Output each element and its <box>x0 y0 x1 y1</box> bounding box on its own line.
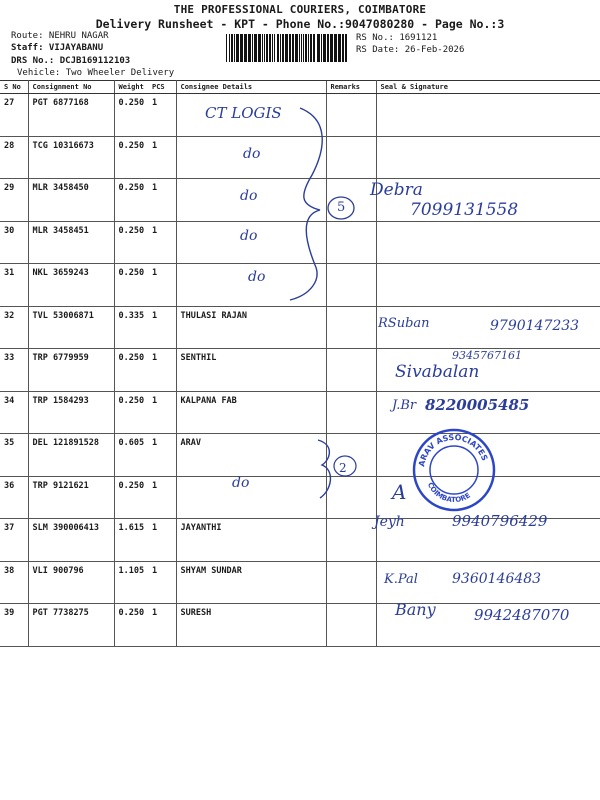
table-row <box>0 264 600 307</box>
row-remarks <box>326 264 376 307</box>
row-sno: 34 <box>0 391 28 434</box>
row-weight: 0.250 <box>114 604 148 647</box>
row-remarks <box>326 306 376 349</box>
row-sno: 39 <box>0 604 28 647</box>
row-weight: 1.105 <box>114 561 148 604</box>
barcode-bar <box>301 34 302 62</box>
row-sno: 28 <box>0 136 28 179</box>
row-consignee: JAYANTHI <box>176 519 326 562</box>
barcode-bar <box>258 34 261 62</box>
row-consignment: NKL 3659243 <box>28 264 114 307</box>
signature-bany: Bany <box>395 600 436 619</box>
barcode-bar <box>310 34 312 62</box>
barcode-bar <box>303 34 304 62</box>
row-weight: 0.250 <box>114 179 148 222</box>
handwritten-ditto: do <box>232 475 250 491</box>
row-consignee: THULASI RAJAN <box>176 306 326 349</box>
row-remarks <box>326 519 376 562</box>
col-weight: Weight <box>114 81 148 94</box>
row-remarks <box>326 476 376 519</box>
table-row <box>0 179 600 222</box>
row-remarks <box>326 391 376 434</box>
barcode-bar <box>313 34 315 62</box>
row-consignment: PGT 7738275 <box>28 604 114 647</box>
barcode-bar <box>248 34 251 62</box>
barcode-bar <box>274 34 275 62</box>
row-consignee: ARAV <box>176 434 326 477</box>
handwritten-count: 2 <box>339 461 347 475</box>
row-pcs: 1 <box>148 349 176 392</box>
row-sno: 35 <box>0 434 28 477</box>
table-row <box>0 561 600 604</box>
handwritten-count: 5 <box>337 200 346 215</box>
phone-handwritten: 9942487070 <box>474 606 570 624</box>
row-remarks <box>326 349 376 392</box>
row-consignee <box>176 94 326 137</box>
table-row <box>0 306 600 349</box>
barcode-bar <box>285 34 288 62</box>
row-remarks <box>326 94 376 137</box>
table-row <box>0 94 600 137</box>
row-consignment: DEL 121891528 <box>28 434 114 477</box>
row-seal-signature <box>376 391 600 434</box>
row-sno: 33 <box>0 349 28 392</box>
col-sno: S No <box>0 81 28 94</box>
barcode-bar <box>342 34 344 62</box>
row-pcs: 1 <box>148 179 176 222</box>
barcode-bar <box>305 34 307 62</box>
row-pcs: 1 <box>148 476 176 519</box>
barcode-bar <box>345 34 347 62</box>
row-weight: 0.250 <box>114 264 148 307</box>
handwritten-ct-logis: CT LOGIS <box>205 104 282 122</box>
barcode-bar <box>266 34 268 62</box>
signature-rsuban: RSuban <box>378 316 430 331</box>
row-weight: 0.335 <box>114 306 148 349</box>
row-weight: 0.250 <box>114 349 148 392</box>
col-consignment: Consignment No <box>28 81 114 94</box>
row-remarks <box>326 221 376 264</box>
row-pcs: 1 <box>148 604 176 647</box>
row-consignee <box>176 136 326 179</box>
row-seal-signature <box>376 179 600 222</box>
barcode-bar <box>252 34 253 62</box>
row-pcs: 1 <box>148 221 176 264</box>
row-remarks <box>326 561 376 604</box>
table-row <box>0 434 600 477</box>
company-title: THE PROFESSIONAL COURIERS, COIMBATORE <box>173 3 427 16</box>
vehicle-label: Vehicle: Two Wheeler Delivery <box>17 68 175 78</box>
table-row <box>0 604 600 647</box>
row-consignee <box>176 476 326 519</box>
barcode-bar <box>240 34 243 62</box>
col-seal-signature: Seal & Signature <box>376 81 600 94</box>
row-weight: 0.605 <box>114 434 148 477</box>
row-pcs: 1 <box>148 434 176 477</box>
row-seal-signature <box>376 434 600 477</box>
staff-label: Staff: VIJAYABANU <box>11 43 104 53</box>
row-seal-signature <box>376 94 600 137</box>
row-pcs: 1 <box>148 264 176 307</box>
table-row <box>0 349 600 392</box>
handwritten-ditto: do <box>248 269 266 285</box>
table-row <box>0 519 600 562</box>
table-row <box>0 221 600 264</box>
row-consignment: TVL 53006871 <box>28 306 114 349</box>
row-pcs: 1 <box>148 391 176 434</box>
col-pcs: PCS <box>148 81 176 94</box>
barcode-bar <box>236 34 239 62</box>
signature-debra: Debra <box>370 180 423 200</box>
row-pcs: 1 <box>148 561 176 604</box>
row-consignee <box>176 179 326 222</box>
handwritten-ditto: do <box>240 188 258 204</box>
row-consignee <box>176 221 326 264</box>
barcode-bar <box>231 34 233 62</box>
row-seal-signature <box>376 561 600 604</box>
row-consignment: PGT 6877168 <box>28 94 114 137</box>
barcode-bar <box>282 34 284 62</box>
table-row <box>0 136 600 179</box>
svg-text:COIMBATORE: COIMBATORE <box>425 481 472 505</box>
row-seal-signature <box>376 221 600 264</box>
row-consignee: SENTHIL <box>176 349 326 392</box>
barcode-bar <box>327 34 329 62</box>
row-remarks <box>326 136 376 179</box>
barcode-bar <box>229 34 230 62</box>
row-remarks <box>326 179 376 222</box>
runsheet-table <box>0 80 600 647</box>
table-row <box>0 476 600 519</box>
phone-handwritten: 7099131558 <box>410 200 519 220</box>
phone-handwritten: 8220005485 <box>425 396 530 414</box>
barcode-bar <box>254 34 257 62</box>
barcode-bar <box>289 34 291 62</box>
row-pcs: 1 <box>148 519 176 562</box>
svg-text:ARAV ASSOCIATES: ARAV ASSOCIATES <box>417 432 490 468</box>
row-seal-signature <box>376 264 600 307</box>
phone-handwritten: 9940796429 <box>452 512 548 530</box>
col-consignee: Consignee Details <box>176 81 326 94</box>
row-pcs: 1 <box>148 136 176 179</box>
phone-handwritten: 9360146483 <box>452 571 542 587</box>
row-consignee: KALPANA FAB <box>176 391 326 434</box>
row-consignment: TRP 1584293 <box>28 391 114 434</box>
rs-date: RS Date: 26-Feb-2026 <box>356 45 465 55</box>
row-sno: 36 <box>0 476 28 519</box>
row-weight: 0.250 <box>114 221 148 264</box>
signature-arav: A <box>392 480 407 504</box>
barcode-bar <box>295 34 298 62</box>
row-sno: 27 <box>0 94 28 137</box>
barcode-bar <box>338 34 341 62</box>
row-seal-signature <box>376 306 600 349</box>
row-sno: 32 <box>0 306 28 349</box>
row-sno: 38 <box>0 561 28 604</box>
rs-number: RS No.: 1691121 <box>356 33 438 43</box>
row-consignment: VLI 900796 <box>28 561 114 604</box>
barcode-bar <box>323 34 326 62</box>
drs-number: DRS No.: DCJB169112103 <box>11 56 131 66</box>
barcode-bar <box>317 34 320 62</box>
phone-handwritten: 9790147233 <box>490 318 580 334</box>
row-seal-signature <box>376 349 600 392</box>
row-pcs: 1 <box>148 306 176 349</box>
barcode-bar <box>262 34 263 62</box>
barcode-bar <box>264 34 265 62</box>
row-sno: 30 <box>0 221 28 264</box>
barcode-bar <box>277 34 279 62</box>
row-consignee <box>176 264 326 307</box>
handwritten-ditto: do <box>240 228 258 244</box>
signature-sivabalan: Sivabalan <box>395 362 480 382</box>
col-remarks: Remarks <box>326 81 376 94</box>
barcode-bar <box>292 34 294 62</box>
row-weight: 1.615 <box>114 519 148 562</box>
handwritten-ditto: do <box>243 146 261 162</box>
barcode-bar <box>280 34 281 62</box>
row-consignee: SHYAM SUNDAR <box>176 561 326 604</box>
route-label: Route: NEHRU NAGAR <box>11 31 109 41</box>
row-sno: 29 <box>0 179 28 222</box>
signature-jeyh: Jeyh <box>374 514 405 530</box>
barcode-bar <box>299 34 300 62</box>
barcode-bar <box>272 34 273 62</box>
row-remarks <box>326 434 376 477</box>
row-consignment: MLR 3458450 <box>28 179 114 222</box>
barcode-bar <box>334 34 337 62</box>
row-consignment: MLR 3458451 <box>28 221 114 264</box>
row-consignee: SURESH <box>176 604 326 647</box>
barcode-bar <box>321 34 322 62</box>
row-weight: 0.250 <box>114 476 148 519</box>
row-weight: 0.250 <box>114 391 148 434</box>
table-row <box>0 391 600 434</box>
row-seal-signature <box>376 136 600 179</box>
row-consignment: SLM 390006413 <box>28 519 114 562</box>
row-sno: 31 <box>0 264 28 307</box>
row-consignment: TCG 10316673 <box>28 136 114 179</box>
signature-jbr: J.Br <box>392 398 417 413</box>
barcode <box>226 34 350 62</box>
row-sno: 37 <box>0 519 28 562</box>
row-pcs: 1 <box>148 94 176 137</box>
signature-kpal: K.Pal <box>384 572 418 587</box>
barcode-bar <box>234 34 235 62</box>
row-consignment: TRP 6779959 <box>28 349 114 392</box>
row-consignment: TRP 9121621 <box>28 476 114 519</box>
row-weight: 0.250 <box>114 94 148 137</box>
barcode-bar <box>269 34 271 62</box>
runsheet-subtitle: Delivery Runsheet - KPT - Phone No.:9047080280 - Page No.:3 <box>95 17 505 31</box>
table-header-row <box>0 81 600 94</box>
row-seal-signature <box>376 476 600 519</box>
runsheet-header <box>0 0 600 80</box>
row-weight: 0.250 <box>114 136 148 179</box>
barcode-bar <box>330 34 333 62</box>
row-seal-signature <box>376 604 600 647</box>
row-remarks <box>326 604 376 647</box>
barcode-bar <box>244 34 247 62</box>
phone-handwritten: 9345767161 <box>452 349 522 362</box>
barcode-bar <box>226 34 227 62</box>
barcode-bar <box>308 34 309 62</box>
row-seal-signature <box>376 519 600 562</box>
